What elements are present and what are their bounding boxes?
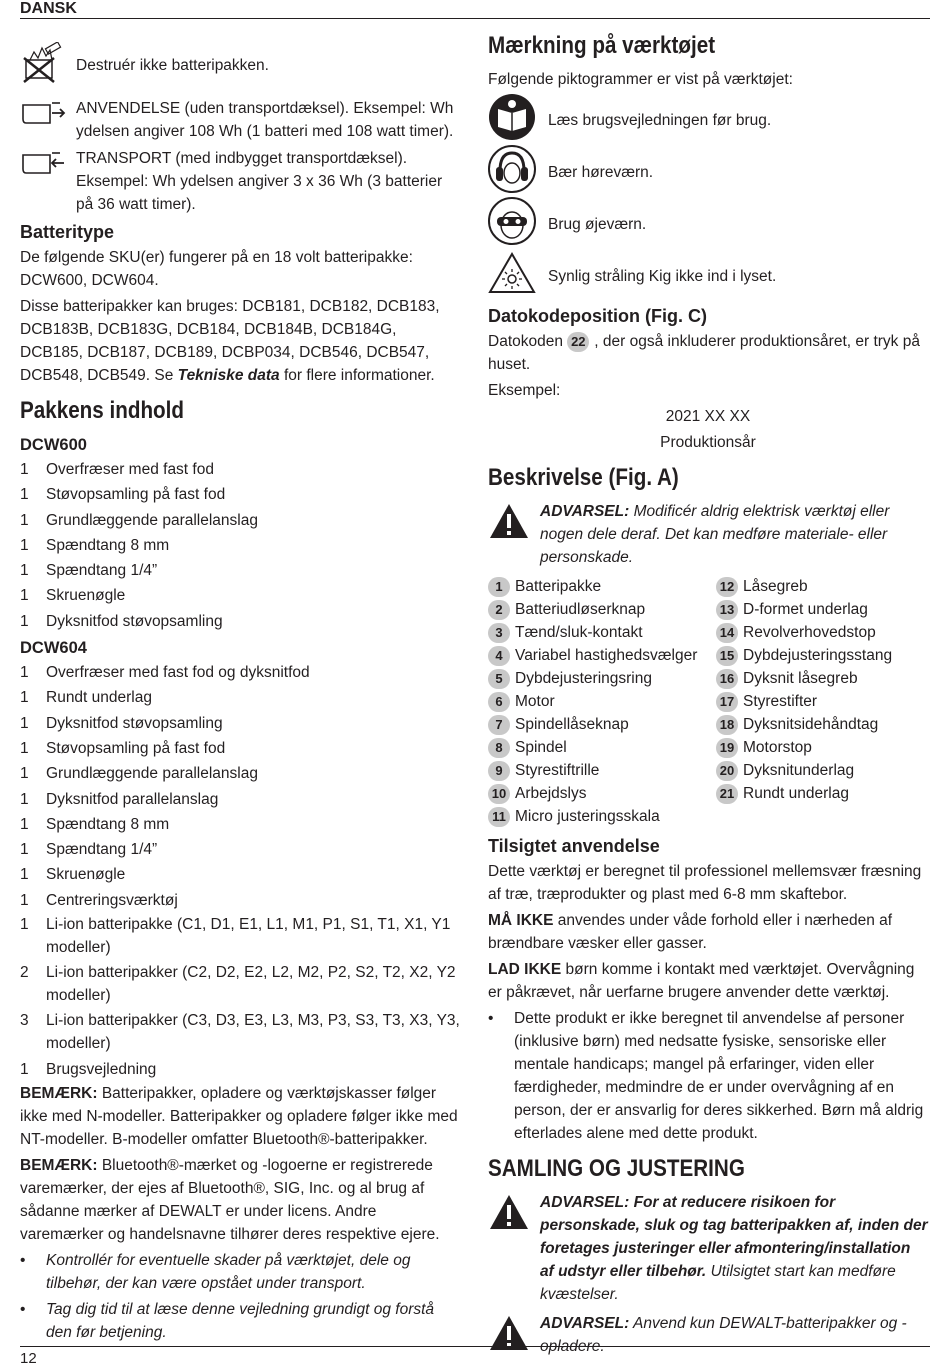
list-item: 1 Li-ion batteripakke (C1, D1, E1, L1, M1, P1, S1, T1, X1, Y1 modeller) — [20, 916, 451, 957]
intended-use-text: MÅ IKKE anvendes under våde forhold eller i nærheden af brændbare væsker eller gasser. — [488, 912, 893, 952]
list-item: 1 Støvopsamling på fast fod — [20, 739, 226, 757]
intended-use-text: Dette værktøj er beregnet til professionel mellemsvær fræsning af træ, træprodukter og plast med 6-8 mm skaftebor. — [488, 863, 922, 903]
list-item: 9 Styrestiftrille — [488, 759, 716, 782]
bottom-rule — [20, 1346, 930, 1347]
battery-usage-icon — [20, 97, 76, 136]
list-item: • Dette produkt er ikke beregnet til anvendelse af personer (inklusive børn) med nedsatte fysiske, sensoriske eller mentale handicaps; mangel på erfaringer, viden eller færdigheder, medmindre de er under overvågning af en person, der er ansvarlig for deres sikkerhed. Børn må aldrig efterlades alene med dette produkt. — [488, 1010, 924, 1142]
intended-use-bullets — [488, 1007, 928, 1145]
list-item: 7 Spindellåseknap — [488, 713, 716, 736]
list-item: 1 Dyksnitfod parallelanslag — [20, 790, 219, 808]
assembly-heading: SAMLING OG JUSTERING — [488, 1155, 745, 1182]
ear-protection-icon — [488, 145, 548, 200]
reference-badge: 22 — [567, 332, 589, 352]
pictogram-row — [488, 198, 928, 250]
list-item: 1 Dyksnitfod støvopsamling — [20, 612, 223, 630]
battery-icon-row — [20, 147, 460, 216]
description-heading: Beskrivelse (Fig. A) — [488, 464, 679, 491]
list-item: 1 Overfræser med fast fod og dyksnitfod — [20, 664, 310, 682]
battery-type-text: De følgende SKU(er) fungerer på en 18 volt batteripakke: DCW600, DCW604. — [20, 249, 413, 289]
tech-data-link-text: Tekniske data — [177, 367, 280, 384]
dcw604-list — [20, 660, 460, 1082]
list-item: 1 Centreringsværktøj — [20, 891, 178, 909]
pictogram-row — [488, 94, 928, 146]
dcw600-heading: DCW600 — [20, 436, 87, 454]
page-number: 12 — [20, 1350, 37, 1367]
marking-heading: Mærkning på værktøjet — [488, 32, 716, 59]
list-item: 2 Batteriudløserknap — [488, 598, 716, 621]
list-item: • Tag dig tid til at læse denne vejledning grundigt og forstå den før betjening. — [20, 1301, 435, 1342]
no-incinerate-icon — [20, 42, 76, 93]
note-paragraph: BEMÆRK: Batteripakker, opladere og værktøjskasser følger ikke med N-modeller. Batteripakker og opladere følger ikke med NT-modeller. B-modeller omfatter Bluetooth®-batteripakker. — [20, 1085, 458, 1149]
list-item: 1 Dyksnitfod støvopsamling — [20, 714, 223, 732]
list-item: 19 Motorstop — [716, 736, 928, 759]
language-header: DANSK — [20, 0, 77, 17]
list-item: 3 Li-ion batteripakker (C3, D3, E3, L3, M3, P3, S3, T3, X3, Y3, modeller) — [20, 1012, 460, 1053]
example-label: Eksempel: — [488, 382, 561, 399]
warning-triangle-icon — [488, 1312, 540, 1359]
warning-text: ADVARSEL: Anvend kun DEWALT-batteripakker og -opladere. — [540, 1315, 907, 1355]
battery-compatible-text: Disse batteripakker kan bruges: DCB181, DCB182, DCB183, DCB183B, DCB183G, DCB184, DCB184B, DCB184G, DCB185, DCB187, DCB189, DCBP034, DCB546, DCB547, DCB548, DCB549. Se Tekniske data for flere informationer. — [20, 298, 440, 384]
date-code-text: Datokoden 22 , der også inkluderer produktionsåret, er tryk på huset. — [488, 333, 920, 373]
list-item: 21 Rundt underlag — [716, 782, 928, 805]
pictogram-text: Synlig stråling Kig ikke ind i lyset. — [548, 267, 777, 285]
list-item: 1 Batteripakke — [488, 575, 716, 598]
list-item: 1 Spændtang 1/4” — [20, 562, 158, 580]
list-item: 11 Micro justeringsskala — [488, 805, 716, 828]
battery-icon-row — [20, 97, 460, 143]
parts-column — [716, 575, 928, 828]
warning-block — [488, 1312, 928, 1359]
read-manual-icon — [488, 93, 548, 148]
dcw600-list — [20, 457, 460, 634]
list-item: 13 D-formet underlag — [716, 598, 928, 621]
right-column — [488, 30, 928, 1365]
visible-radiation-icon — [488, 251, 548, 302]
top-rule — [20, 18, 930, 19]
list-item: 12 Låsegreb — [716, 575, 928, 598]
list-item: 17 Styrestifter — [716, 690, 928, 713]
list-item: 8 Spindel — [488, 736, 716, 759]
intended-use-heading: Tilsigtet anvendelse — [488, 836, 660, 856]
list-item: 3 Tænd/sluk-kontakt — [488, 621, 716, 644]
list-item: 1 Overfræser med fast fod — [20, 461, 214, 478]
warning-block — [488, 1191, 928, 1306]
parts-list — [488, 575, 928, 828]
list-item: 6 Motor — [488, 690, 716, 713]
list-item: 1 Spændtang 1/4” — [20, 841, 158, 859]
battery-type-heading: Batteritype — [20, 222, 115, 242]
intended-use-text: LAD IKKE børn komme i kontakt med værktøjet. Overvågning er påkrævet, når uerfarne brugere anvender dette værktøj. — [488, 961, 915, 1001]
battery-icon-text: TRANSPORT (med indbygget transportdæksel). Eksempel: Wh ydelsen angiver 3 x 36 Wh (3 batterier på 36 watt timer). — [76, 150, 443, 213]
check-bullets — [20, 1249, 460, 1344]
warning-text: ADVARSEL: Modificér aldrig elektrisk værktøj eller nogen dele deraf. Det kan medføre materiale- eller personskade. — [540, 503, 890, 566]
left-column — [20, 30, 460, 1347]
battery-icon-row — [20, 42, 460, 93]
pictogram-row — [488, 250, 928, 302]
note-paragraph: BEMÆRK: Bluetooth®-mærket og -logoerne er registrerede varemærker, der ejes af Bluetooth®, SIG, Inc. og al brug af sådanne mærker af DEWALT er under licens. Andre varemærker og handelsnavne tilhører deres respektive ejere. — [20, 1157, 440, 1244]
pictogram-text: Brug øjeværn. — [548, 215, 647, 233]
list-item: 20 Dyksnitunderlag — [716, 759, 928, 782]
list-item: 1 Skruenøgle — [20, 866, 126, 884]
list-item: 1 Rundt underlag — [20, 689, 152, 707]
package-contents-heading: Pakkens indhold — [20, 397, 185, 424]
eye-protection-icon — [488, 197, 548, 252]
date-code-caption: Produktionsår — [660, 434, 756, 451]
list-item: 10 Arbejdslys — [488, 782, 716, 805]
list-item: 15 Dybdejusteringsstang — [716, 644, 928, 667]
list-item: 1 Grundlæggende parallelanslag — [20, 765, 258, 783]
list-item: 1 Brugsvejledning — [20, 1061, 157, 1079]
date-code-example: 2021 XX XX — [665, 408, 751, 425]
warning-triangle-icon — [488, 1191, 540, 1306]
warning-triangle-icon — [488, 500, 540, 569]
battery-icon-text: ANVENDELSE (uden transportdæksel). Eksempel: Wh ydelsen angiver 108 Wh (1 batteri med 108 watt timer). — [76, 100, 454, 140]
list-item: 2 Li-ion batteripakker (C2, D2, E2, L2, M2, P2, S2, T2, X2, Y2 modeller) — [20, 964, 456, 1005]
list-item: 1 Støvopsamling på fast fod — [20, 486, 226, 504]
pictogram-text: Læs brugsvejledningen før brug. — [548, 111, 772, 129]
list-item: 16 Dyksnit låsegreb — [716, 667, 928, 690]
parts-column — [488, 575, 716, 828]
battery-icon-text: Destruér ikke batteripakken. — [76, 57, 269, 74]
list-item: 1 Spændtang 8 mm — [20, 815, 170, 833]
warning-block — [488, 500, 928, 569]
marking-intro: Følgende piktogrammer er vist på værktøjet: — [488, 71, 793, 88]
list-item: 18 Dyksnitsidehåndtag — [716, 713, 928, 736]
date-code-heading: Datokodeposition (Fig. C) — [488, 306, 707, 326]
list-item: 14 Revolverhovedstop — [716, 621, 928, 644]
dcw604-heading: DCW604 — [20, 639, 87, 658]
list-item: 4 Variabel hastighedsvælger — [488, 644, 716, 667]
pictogram-text: Bær høreværn. — [548, 163, 654, 181]
warning-text: ADVARSEL: For at reducere risikoen for personskade, sluk og tag batteripakken af, inden der foretages justeringer eller afmontering/installation af udstyr eller tilbehør. Utilsigtet start kan medføre kvæstelser. — [540, 1194, 928, 1303]
list-item: • Kontrollér for eventuelle skader på værktøjet, dele og tilbehør, der kan være opstået under transport. — [20, 1252, 411, 1293]
battery-transport-icon — [20, 147, 76, 186]
list-item: 5 Dybdejusteringsring — [488, 667, 716, 690]
list-item: 1 Grundlæggende parallelanslag — [20, 511, 258, 529]
pictogram-row — [488, 146, 928, 198]
list-item: 1 Skruenøgle — [20, 587, 126, 605]
list-item: 1 Spændtang 8 mm — [20, 536, 170, 554]
